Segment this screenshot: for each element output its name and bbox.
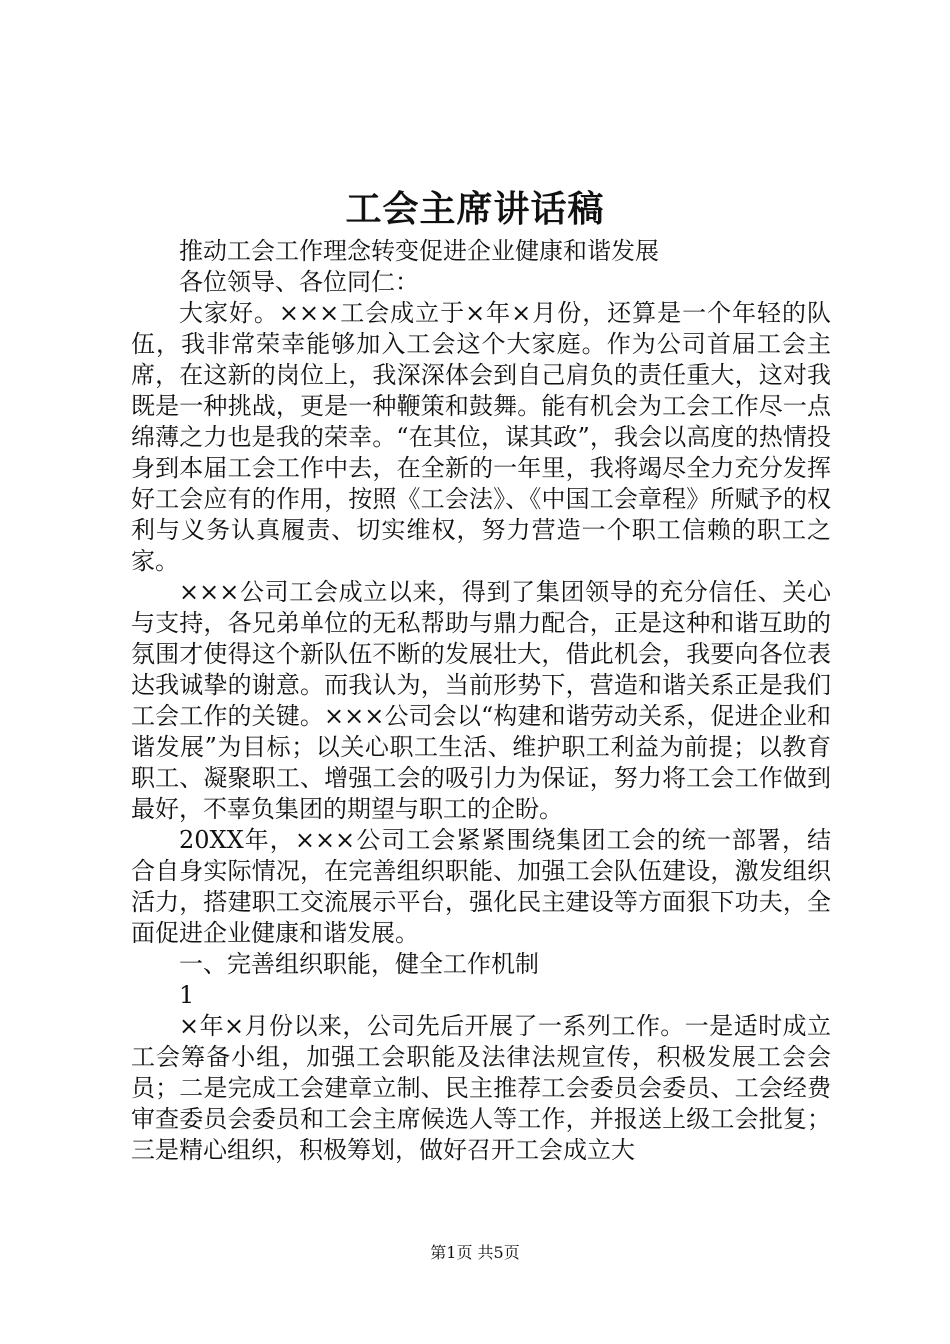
- page-footer: 第1页 共5页: [430, 1243, 520, 1262]
- section-number: 1: [179, 981, 195, 1009]
- paragraph-plan: 20XX年，×××公司工会紧紧围绕集团工会的统一部署，结合自身实际情况，在完善组织职能、加强工会队伍建设，激发组织活力，搭建职工交流展示平台，强化民主建设等方面狠下功夫，全面促进企业健康和谐发展。: [131, 826, 831, 947]
- paragraph-thanks: ×××公司工会成立以来，得到了集团领导的充分信任、关心与支持，各兄弟单位的无私帮助与鼎力配合，正是这种和谐互助的氛围才使得这个新队伍不断的发展壮大，借此机会，我要向各位表达我诚挚的谢意。而我认为，当前形势下，营造和谐关系正是我们工会工作的关键。×××公司会以“构建和谐劳动关系，促进企业和谐发展”为目标；以关心职工生活、维护职工利益为前提；以教育职工、凝聚职工、增强工会的吸引力为保证，努力将工会工作做到最好，不辜负集团的期望与职工的企盼。: [131, 578, 831, 823]
- document-body: [131, 236, 831, 1166]
- paragraph-greeting: 大家好。×××工会成立于×年×月份，还算是一个年轻的队伍，我非常荣幸能够加入工会这个大家庭。作为公司首届工会主席，在这新的岗位上，我深深体会到自己肩负的责任重大，这对我既是一种挑战，更是一种鞭策和鼓舞。能有机会为工会工作尽一点绵薄之力也是我的荣幸。“在其位，谋其政”，我会以高度的热情投身到本届工会工作中去，在全新的一年里，我将竭尽全力充分发挥好工会应有的作用，按照《工会法》、《中国工会章程》所赋予的权利与义务认真履责、切实维权，努力营造一个职工信赖的职工之家。: [131, 299, 831, 575]
- section-heading: 一、完善组织职能，健全工作机制: [179, 950, 539, 978]
- paragraph-work: ×年×月份以来，公司先后开展了一系列工作。一是适时成立工会筹备小组，加强工会职能及法律法规宣传，积极发展工会会员；二是完成工会建章立制、民主推荐工会委员会委员、工会经费审查委员会委员和工会主席候选人等工作，并报送上级工会批复；三是精心组织，积极筹划，做好召开工会成立大: [131, 1012, 831, 1164]
- paragraph-subtitle: 推动工会工作理念转变促进企业健康和谐发展: [179, 237, 659, 265]
- document-title: 工会主席讲话稿: [345, 188, 605, 230]
- paragraph-salutation: 各位领导、各位同仁：: [179, 268, 419, 296]
